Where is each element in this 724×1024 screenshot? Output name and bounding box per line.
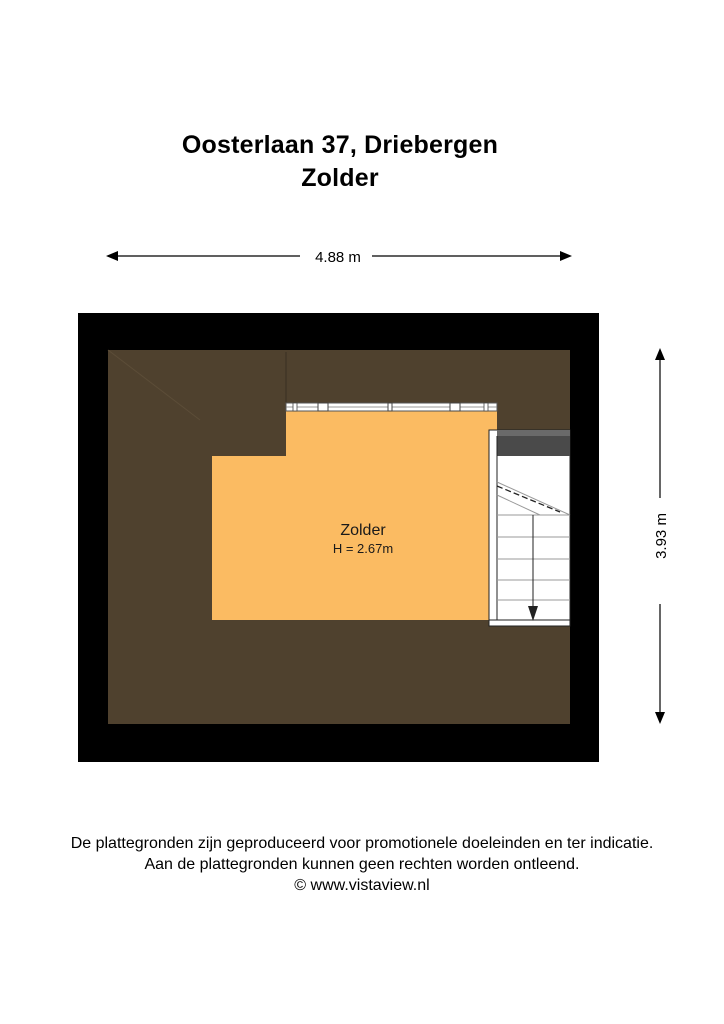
window (286, 403, 497, 411)
copyright-line: © www.vistaview.nl (294, 877, 430, 894)
arrow-left-icon (106, 251, 118, 261)
disclaimer-line-2: Aan de plattegronden kunnen geen rechten worden ontleend. (144, 856, 580, 873)
address-title: Oosterlaan 37, Driebergen (181, 131, 499, 159)
depth-dimension (653, 348, 670, 724)
floor-title: Zolder (301, 164, 379, 192)
disclaimer-line-1: De plattegronden zijn geproduceerd voor promotionele doeleinden en ter indicatie. (70, 835, 654, 852)
depth-label: 3.93 m (653, 513, 670, 559)
arrow-down-icon (655, 712, 665, 724)
width-label: 4.88 m (315, 249, 361, 266)
arrow-right-icon (560, 251, 572, 261)
width-dimension (106, 249, 572, 266)
arrow-up-icon (655, 348, 665, 360)
room-name: Zolder (340, 522, 386, 539)
room-height: H = 2.67m (332, 541, 394, 556)
staircase (489, 430, 570, 626)
